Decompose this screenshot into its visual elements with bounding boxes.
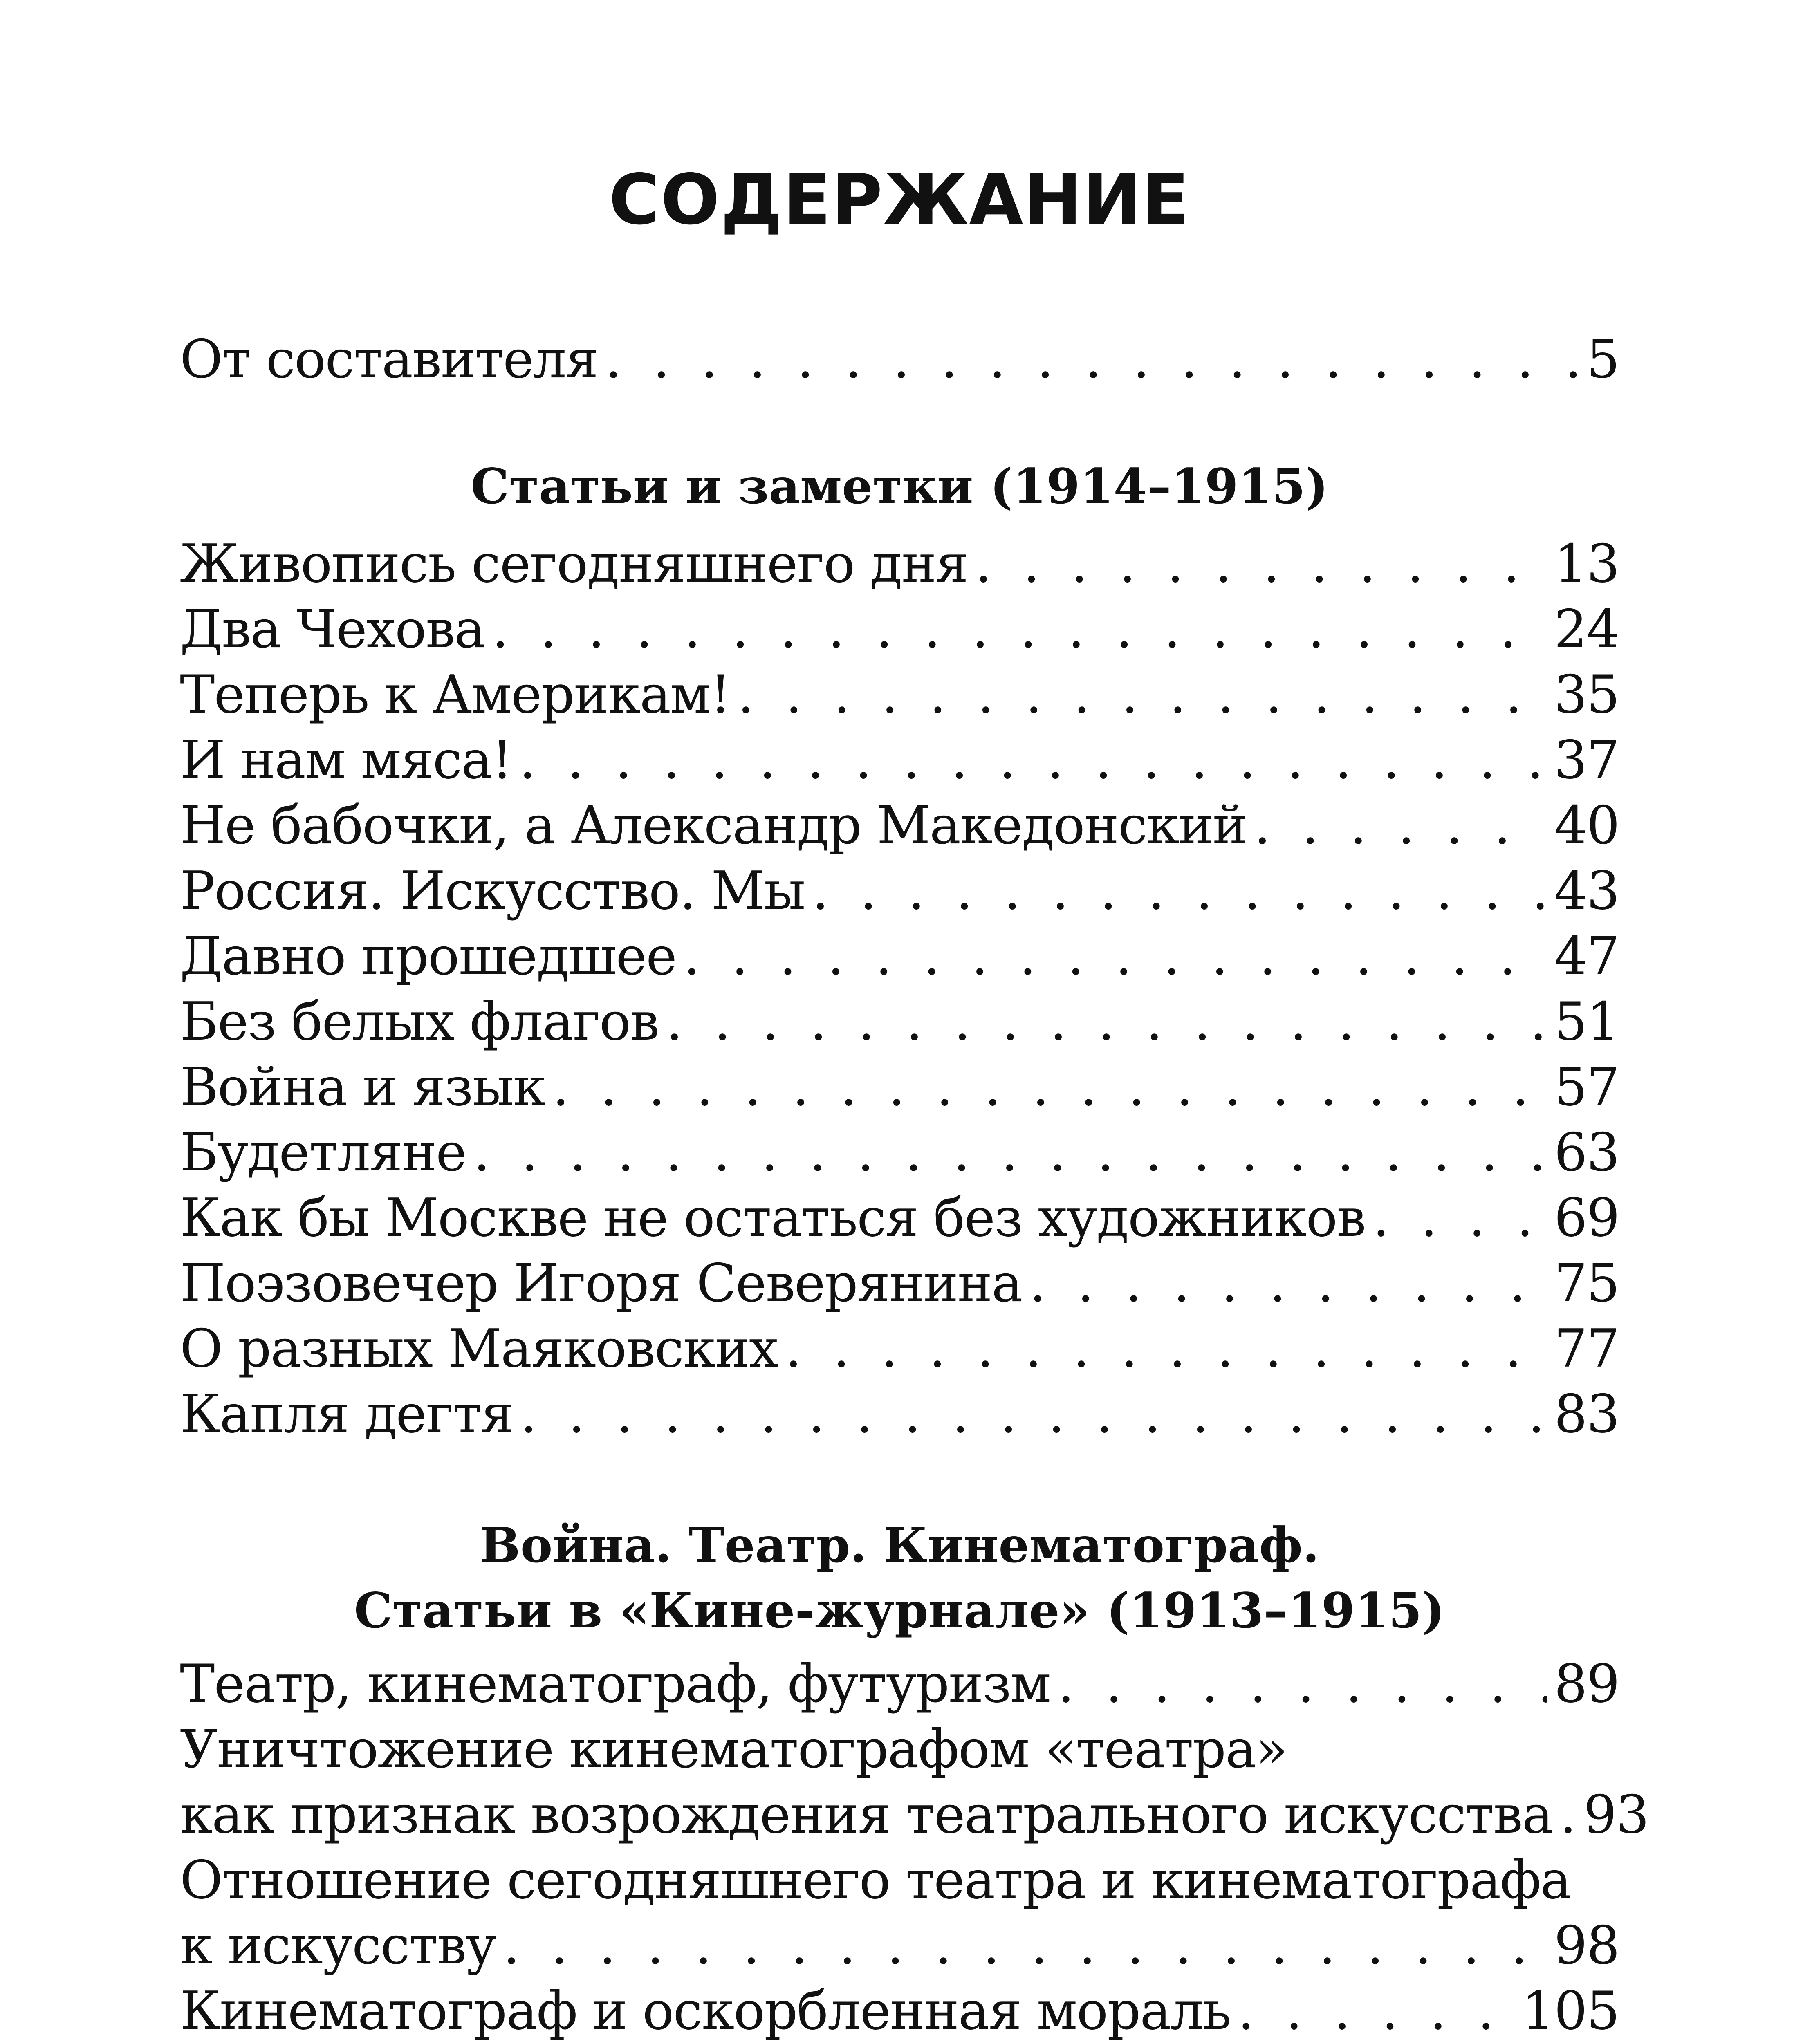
toc-entry-page: 35 [1554,664,1619,725]
section-heading: Статьи в «Кине-журнале» (1913–1915) [354,1582,1445,1639]
toc-entry-page: 63 [1554,1122,1619,1183]
toc-entry-page: 89 [1554,1654,1619,1715]
toc-entry-title: О разных Маяковских [180,1318,778,1379]
toc-entry [180,531,1619,597]
toc-entry-page: 24 [1554,599,1619,660]
toc-entry-title: Театр, кинематограф, футуризм [180,1654,1050,1715]
leader-dots [520,1382,1547,1447]
toc-entry-page: 43 [1554,861,1619,921]
toc-entry-title: Капля дегтя [180,1384,513,1445]
toc-entry [180,858,1619,924]
toc-entry-title: Россия. Искусство. Мы [180,861,805,921]
leader-dots [473,1120,1547,1186]
toc-entry-page: 40 [1554,795,1619,856]
leader-dots [552,1055,1547,1120]
toc-entry [180,924,1619,989]
toc-entry-title: Теперь к Америкам! [180,664,730,725]
toc-entry [180,1251,1619,1316]
toc-entry-page: 13 [1554,533,1619,594]
toc-entry-title: Два Чехова [180,599,485,660]
leader-dots [605,327,1579,392]
toc-entry-page: 51 [1554,991,1619,1052]
toc-entry [180,1316,1619,1382]
toc-entry-title: Без белых флагов [180,991,659,1052]
toc-entry [180,1652,1619,1717]
leader-dots [812,858,1547,924]
toc-entry-page: 98 [1554,1915,1619,1976]
toc-entry-title: Давно прошедшее [180,926,676,987]
toc-entry [180,1120,1619,1186]
leader-dots [1058,1652,1547,1717]
page-title: СОДЕРЖАНИЕ [609,159,1190,240]
leader-dots [1560,1782,1576,1848]
toc-entry-page: 75 [1554,1253,1619,1314]
toc-entry [180,1782,1648,1848]
toc-entry [180,1186,1619,1251]
toc-entry-title: Война и язык [180,1057,545,1118]
toc-entry-line [180,1717,1619,1782]
toc-entry-line [180,1848,1619,1913]
toc-entry-title: И нам мяса! [180,730,512,791]
leader-dots [1029,1251,1547,1316]
toc-entry [180,728,1619,793]
section-heading: Война. Театр. Кинематограф. [480,1517,1319,1573]
toc-entry [180,1055,1619,1120]
toc-entry [180,989,1619,1055]
toc-entry [180,793,1619,858]
leader-dots [738,662,1547,728]
toc-entry-title: Живопись сегодняшнего дня [180,533,968,594]
leader-dots [492,597,1547,662]
toc-entry-title: Будетляне [180,1122,466,1183]
toc-entry-page: 83 [1554,1384,1619,1445]
toc-entry-page: 37 [1554,730,1619,791]
leader-dots [1372,1186,1547,1251]
leader-dots [503,1913,1547,1979]
toc-entry-page: 47 [1554,926,1619,987]
toc-entry-title: Поэзовечер Игоря Северянина [180,1253,1022,1314]
toc-entry-intro [180,327,1619,392]
leader-dots [1254,793,1547,858]
toc-entry-title: От составителя [180,329,598,390]
leader-dots [519,728,1547,793]
leader-dots [975,531,1547,597]
toc-entry-page: 57 [1554,1057,1619,1118]
toc-entry-page: 5 [1586,329,1619,390]
toc-entry-page: 93 [1583,1784,1648,1845]
leader-dots [684,924,1547,989]
toc-entry [180,1979,1619,2044]
toc-entry [180,1382,1619,1447]
section-heading: Статьи и заметки (1914–1915) [471,458,1328,515]
toc-entry-page: 69 [1554,1188,1619,1248]
toc-entry-title: Как бы Москве не остаться без художников [180,1188,1366,1248]
toc-entry [180,597,1619,662]
toc-entry [180,1913,1619,1979]
toc-entry-page: 77 [1554,1318,1619,1379]
toc-entry-title: к искусству [180,1915,496,1976]
toc-entry-title: Отношение сегодняшнего театра и кинематографа [180,1850,1571,1911]
toc-page [180,0,1648,2044]
toc-entry-title: Кинематограф и оскорбленная мораль [180,1981,1231,2042]
leader-dots [785,1316,1547,1382]
toc-entry-page: 105 [1521,1981,1619,2042]
toc-entry-title: Не бабочки, а Александр Македонский [180,795,1247,856]
toc-entry [180,662,1619,728]
leader-dots [1238,1979,1514,2044]
leader-dots [666,989,1547,1055]
toc-entry-title: Уничтожение кинематографом «театра» [180,1719,1287,1780]
toc-entry-title: как признак возрождения театрального искусства [180,1784,1552,1845]
